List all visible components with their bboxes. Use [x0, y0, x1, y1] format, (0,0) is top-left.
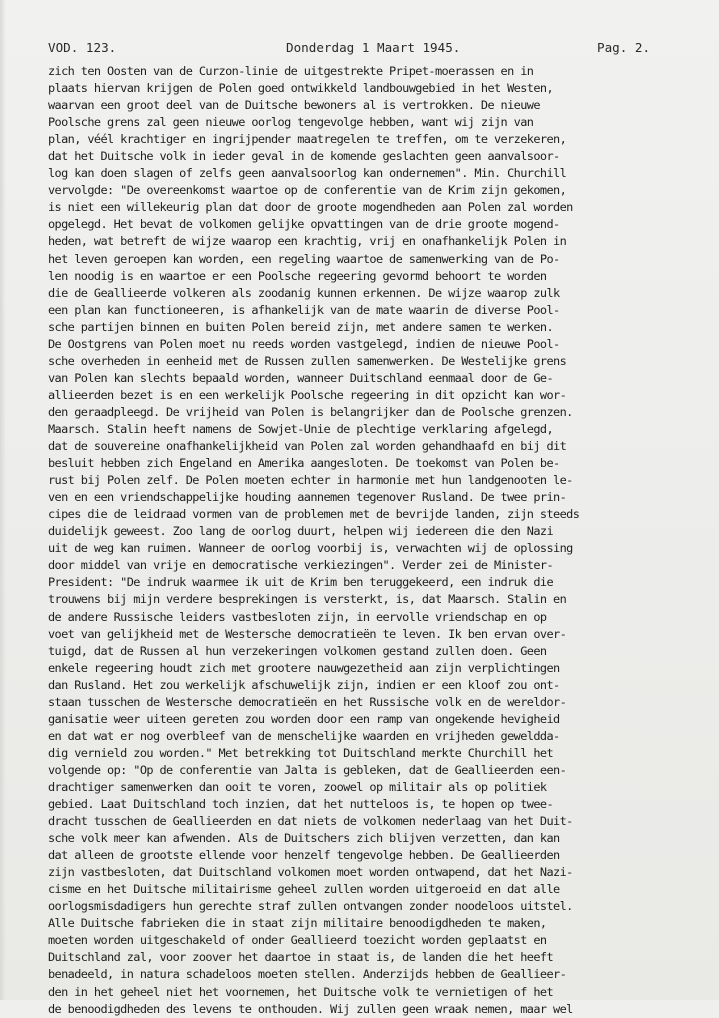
- text-line: door middel van vrije en democratische verkiezingen". Verder zei de Minister-: [48, 558, 554, 573]
- text-line: benadeeld, in natura schadeloos moeten stellen. Anderzijds hebben de Geallieer-: [48, 967, 567, 982]
- text-line: dig vernield zou worden." Met betrekking tot Duitschland merkte Churchill het: [48, 745, 554, 760]
- text-line: ganisatie weer uiteen gereten zou worden door een ramp van ongekende hevigheid: [48, 711, 560, 726]
- text-line: len noodig is en waartoe er een Poolsche regeering gevormd behoort te worden: [48, 268, 547, 283]
- document-reference: VOD. 123.: [48, 40, 117, 55]
- text-line: voet van gelijkheid met de Westersche democratieën te leven. Ik ben ervan over-: [48, 626, 567, 641]
- text-line: het leven geroepen kan worden, een regeling waartoe de samenwerking van de Po-: [48, 251, 560, 266]
- text-line: enkele regeering houdt zich met grootere nauwgezetheid aan zijn verplichtingen: [48, 660, 560, 675]
- text-line: dracht tusschen de Geallieerden en dat niets de volkomen nederlaag van het Duit-: [48, 814, 573, 829]
- text-line: oorlogsmisdadigers hun gerechte straf zullen ontvangen zonder noodeloos uitstel.: [48, 899, 573, 914]
- text-line: Duitschland zal, voor zoover het daartoe in staat is, de landen die het heeft: [48, 950, 554, 965]
- document-date: Donderdag 1 Maart 1945.: [286, 40, 461, 55]
- text-line: een plan kan functioneeren, is afhankelijk van de mate waarin de diverse Pool-: [48, 302, 560, 317]
- text-line: cisme en het Duitsche militairisme geheel zullen worden uitgeroeid en dat alle: [48, 882, 560, 897]
- text-line: gebied. Laat Duitschland toch inzien, dat het nutteloos is, te hopen op twee-: [48, 797, 554, 812]
- text-line: den geraadpleegd. De vrijheid van Polen is belangrijker dan de Poolsche grenzen.: [48, 404, 573, 419]
- text-line: waarvan een groot deel van de Duitsche bewoners al is vertrokken. De nieuwe: [48, 98, 540, 113]
- text-line: Maarsch. Stalin heeft namens de Sowjet-Unie de plechtige verklaring afgelegd,: [48, 421, 554, 436]
- text-line: sche volk meer kan afwenden. Als de Duitschers zich blijven verzetten, dan kan: [48, 831, 560, 846]
- text-line: de benoodigdheden des levens te onthouden. Wij zullen geen wraak nemen, maar wel: [48, 1001, 573, 1016]
- body-text: [48, 63, 698, 1018]
- text-line: zich ten Oosten van de Curzon-linie de uitgestrekte Pripet-moerassen en in: [48, 64, 534, 78]
- text-line: zijn vastbesloten, dat Duitschland volkomen moet worden ontwapend, dat het Nazi-: [48, 865, 573, 880]
- text-line: sche partijen binnen en buiten Polen bereid zijn, met andere samen te werken.: [48, 319, 554, 334]
- text-line: trouwens bij mijn verdere besprekingen is versterkt, is, dat Maarsch. Stalin en: [48, 592, 567, 607]
- text-line: De Oostgrens van Polen moet nu reeds worden vastgelegd, indien de nieuwe Pool-: [48, 336, 560, 351]
- text-line: Alle Duitsche fabrieken die in staat zijn militaire benoodigdheden te maken,: [48, 916, 547, 931]
- text-line: duidelijk geweest. Zoo lang de oorlog duurt, helpen wij iedereen die den Nazi: [48, 524, 554, 539]
- text-line: ven en een vriendschappelijke houding aannemen tegenover Rusland. De twee prin-: [48, 490, 567, 505]
- text-line: besluit hebben zich Engeland en Amerika aangesloten. De toekomst van Polen be-: [48, 456, 560, 471]
- text-line: opgelegd. Het bevat de volkomen gelijke opvattingen van de drie groote mogend-: [48, 217, 560, 232]
- text-line: plan, véél krachtiger en ingrijpender maatregelen te treffen, om te verzekeren,: [48, 132, 567, 147]
- page-header: [48, 40, 668, 60]
- text-line: en dat wat er nog overbleef van de menschelijke waarden en vrijheden geweldda-: [48, 728, 560, 743]
- page-number: Pag. 2.: [597, 40, 651, 55]
- text-line: van Polen kan slechts bepaald worden, wanneer Duitschland eenmaal door de Ge-: [48, 370, 554, 385]
- text-line: plaats hiervan krijgen de Polen goed ontwikkeld landbouwgebied in het Westen,: [48, 81, 554, 96]
- text-line: staan tusschen de Westersche democratieën en het Russische volk en de wereldor-: [48, 694, 567, 709]
- text-line: de andere Russische leiders vastbesloten zijn, in eervolle vriendschap en op: [48, 609, 547, 624]
- text-line: is niet een willekeurig plan dat door de groote mogendheden aan Polen zal worden: [48, 200, 573, 215]
- text-line: die de Geallieerde volkeren als zoodanig kunnen erkennen. De wijze waarop zulk: [48, 285, 560, 300]
- text-line: heden, wat betreft de wijze waarop een krachtig, vrij en onafhankelijk Polen in: [48, 234, 567, 249]
- text-line: drachtiger samenwerken dan ooit te voren, zoowel op militair als op politiek: [48, 779, 547, 794]
- text-line: vervolgde: "De overeenkomst waartoe op de conferentie van de Krim zijn gekomen,: [48, 183, 567, 198]
- text-line: volgende op: "Op de conferentie van Jalta is gebleken, dat de Geallieerden een-: [48, 762, 567, 777]
- text-line: uit de weg kan ruimen. Wanneer de oorlog voorbij is, verwachten wij de oplossing: [48, 541, 573, 556]
- text-line: cipes die de leidraad vormen van de problemen met de bevrijde landen, zijn steeds: [48, 507, 580, 522]
- text-line: rust bij Polen zelf. De Polen moeten echter in harmonie met hun landgenooten le-: [48, 473, 573, 488]
- text-line: President: "De indruk waarmee ik uit de Krim ben teruggekeerd, een indruk die: [48, 575, 554, 590]
- text-line: Poolsche grens zal geen nieuwe oorlog tengevolge hebben, want wij zijn van: [48, 115, 534, 130]
- text-line: sche overheden in eenheid met de Russen zullen samenwerken. De Westelijke grens: [48, 353, 567, 368]
- text-line: dan Rusland. Het zou werkelijk afschuwelijk zijn, indien er een kloof zou ont-: [48, 677, 560, 692]
- text-line: allieerden bezet is en een werkelijk Poolsche regeering in dit opzicht kan wor-: [48, 387, 567, 402]
- text-line: dat de souvereine onafhankelijkheid van Polen zal worden gehandhaafd en bij dit: [48, 439, 567, 454]
- text-line: tuigd, dat de Russen al hun verzekeringen volkomen gestand zullen doen. Geen: [48, 643, 547, 658]
- text-line: moeten worden uitgeschakeld of onder Geallieerd toezicht worden geplaatst en: [48, 933, 547, 948]
- page-edge-shadow: [0, 0, 6, 1000]
- text-line: log kan doen slagen of zelfs geen aanvalsoorlog kan ondernemen". Min. Churchill: [48, 166, 567, 181]
- text-line: dat het Duitsche volk in ieder geval in de komende geslachten geen aanvalsoor-: [48, 149, 560, 164]
- text-line: den in het geheel niet het voornemen, het Duitsche volk te vernietigen of het: [48, 984, 554, 999]
- text-line: dat alleen de grootste ellende voor henzelf tengevolge hebben. De Geallieerden: [48, 848, 560, 863]
